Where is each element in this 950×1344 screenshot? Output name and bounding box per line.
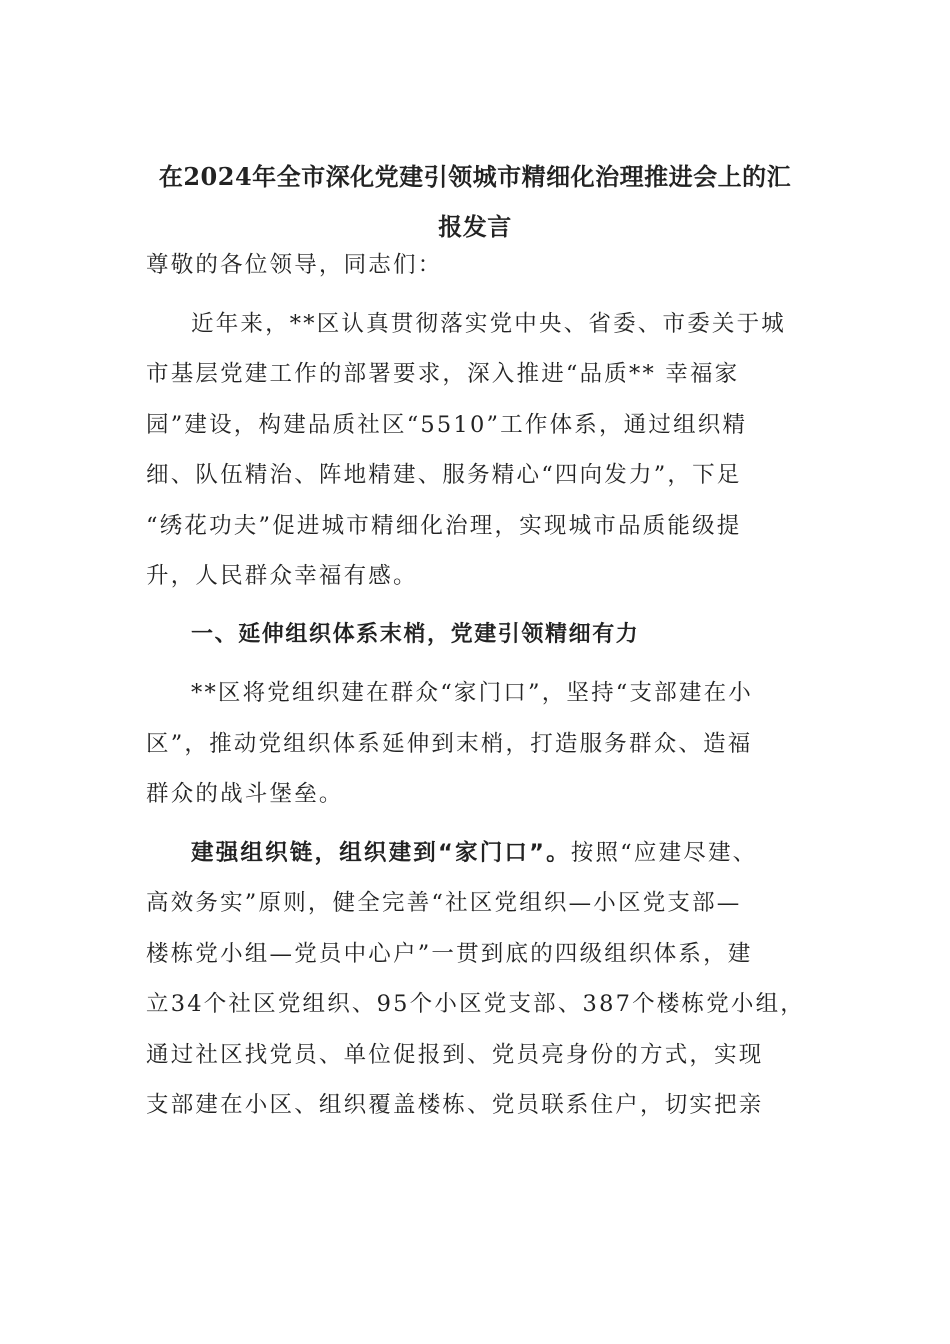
document-body — [146, 240, 808, 1131]
subsection-1-line: 高效务实”原则，健全完善“社区党组织—小区党支部— — [146, 890, 742, 916]
spacer — [146, 602, 808, 610]
intro-line: 园”建设，构建品质社区“5510”工作体系，通过组织精 — [146, 411, 748, 438]
intro-paragraph — [146, 299, 808, 602]
subsection-1-line: 立34个社区党组织、95个小区党支部、387个楼栋党小组， — [146, 991, 806, 1017]
salutation: 尊敬的各位领导，同志们： — [146, 252, 443, 278]
subsection-1-line: 楼栋党小组—党员中心户”一贯到底的四级组织体系，建 — [146, 940, 753, 967]
section-1-line: 区”，推动党组织体系延伸到末梢，打造服务群众、造福 — [146, 730, 753, 757]
intro-line: 升，人民群众幸福有感。 — [146, 563, 418, 589]
intro-line: 市基层党建工作的部署要求，深入推进“品质** 幸福家 — [146, 361, 740, 387]
subsection-1-paragraph — [146, 828, 808, 1131]
subsection-1-first-line — [146, 828, 808, 879]
intro-line: 细、队伍精治、阵地精建、服务精心“四向发力”，下足 — [146, 462, 742, 488]
spacer — [146, 660, 808, 668]
title-line-2: 报发言 — [438, 212, 512, 241]
spacer — [146, 291, 808, 299]
subsection-1-line: 支部建在小区、组织覆盖楼栋、党员联系住户，切实把亲 — [146, 1092, 764, 1118]
intro-line: “绣花功夫”促进城市精细化治理，实现城市品质能级提 — [146, 512, 742, 539]
subsection-1-bold-lead: 建强组织链，组织建到“家门口”。 — [191, 839, 571, 866]
section-1-line: **区将党组织建在群众“家门口”，坚持“支部建在小 — [191, 680, 754, 706]
subsection-1-line: 通过社区找党员、单位促报到、党员亮身份的方式，实现 — [146, 1041, 764, 1068]
title-line-1: 在2024年全市深化党建引领城市精细化治理推进会上的汇 — [158, 162, 792, 191]
section-1-paragraph — [146, 668, 808, 820]
intro-line: 近年来，**区认真贯彻落实党中央、省委、市委关于城 — [191, 310, 787, 337]
section-1-line: 群众的战斗堡垒。 — [146, 781, 344, 807]
section-heading-1: 一、延伸组织体系末梢，党建引领精细有力 — [191, 621, 640, 647]
document-title — [140, 152, 810, 252]
subsection-1-first-rest: 按照“应建尽建、 — [570, 839, 758, 866]
spacer — [146, 820, 808, 828]
